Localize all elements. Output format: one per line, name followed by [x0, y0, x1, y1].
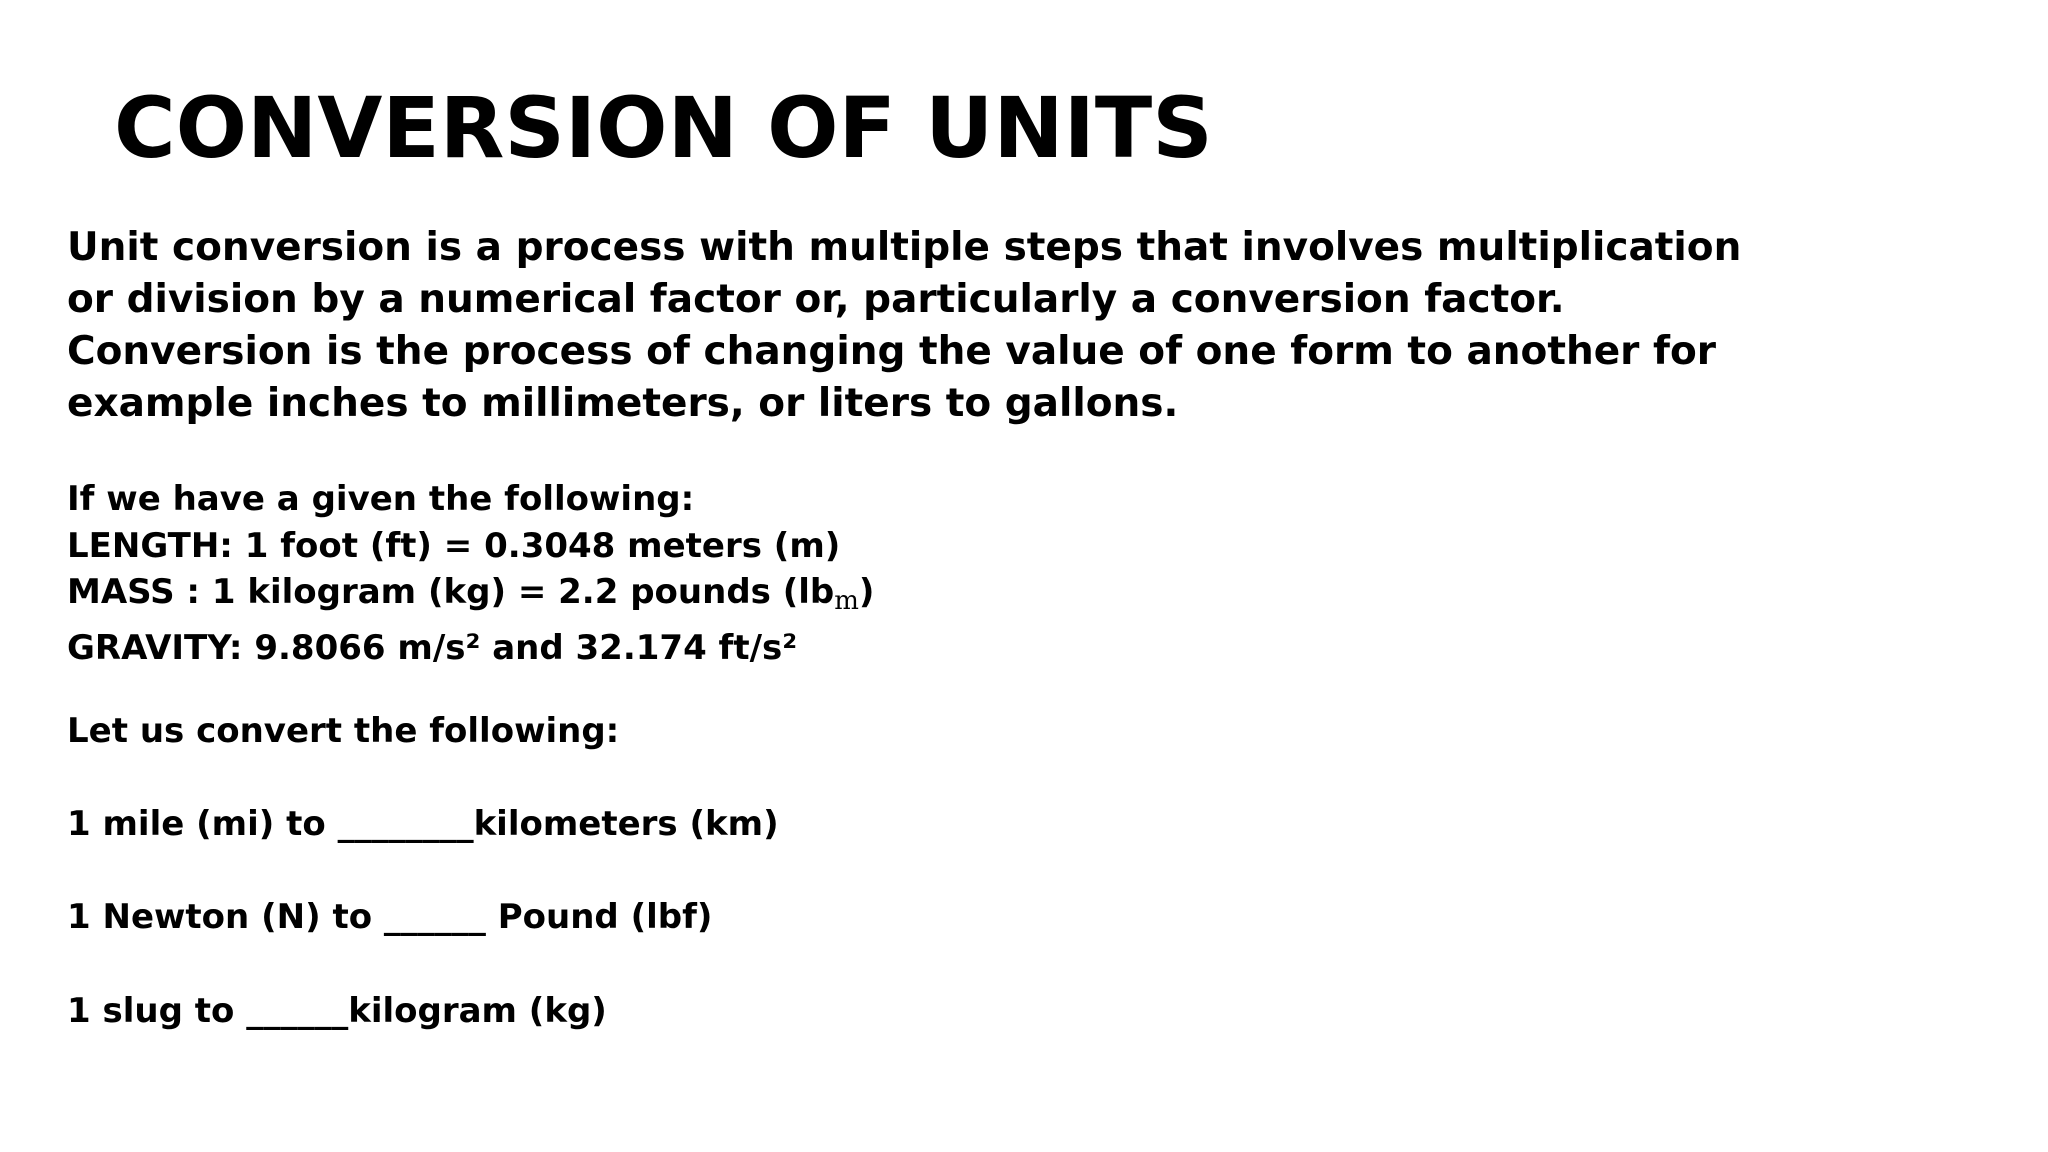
mass-fact-close: )	[858, 572, 875, 612]
mass-subscript: m	[834, 586, 859, 616]
mass-fact	[67, 569, 874, 625]
mass-fact-text: MASS : 1 kilogram (kg) = 2.2 pounds (lb	[67, 572, 835, 612]
convert-item-mile: 1 mile (mi) to ________kilometers (km)	[67, 804, 779, 844]
convert-heading: Let us convert the following:	[67, 711, 620, 751]
gravity-fact: GRAVITY: 9.8066 m/s² and 32.174 ft/s²	[67, 627, 798, 668]
given-values-block	[67, 476, 874, 671]
convert-item-newton: 1 Newton (N) to ______ Pound (lbf)	[67, 897, 713, 937]
length-fact: LENGTH: 1 foot (ft) = 0.3048 meters (m)	[67, 525, 841, 566]
intro-line: Unit conversion is a process with multiple steps that involves multiplication	[67, 225, 1742, 270]
convert-item-slug: 1 slug to ______kilogram (kg)	[67, 991, 607, 1031]
intro-line: example inches to millimeters, or liters to gallons.	[67, 381, 1179, 426]
intro-line: or division by a numerical factor or, particularly a conversion factor.	[67, 277, 1565, 322]
slide-title: CONVERSION OF UNITS	[114, 79, 1213, 177]
given-heading: If we have a given the following:	[67, 479, 695, 519]
intro-paragraph	[67, 222, 1967, 430]
intro-line: Conversion is the process of changing the value of one form to another for	[67, 329, 1716, 374]
